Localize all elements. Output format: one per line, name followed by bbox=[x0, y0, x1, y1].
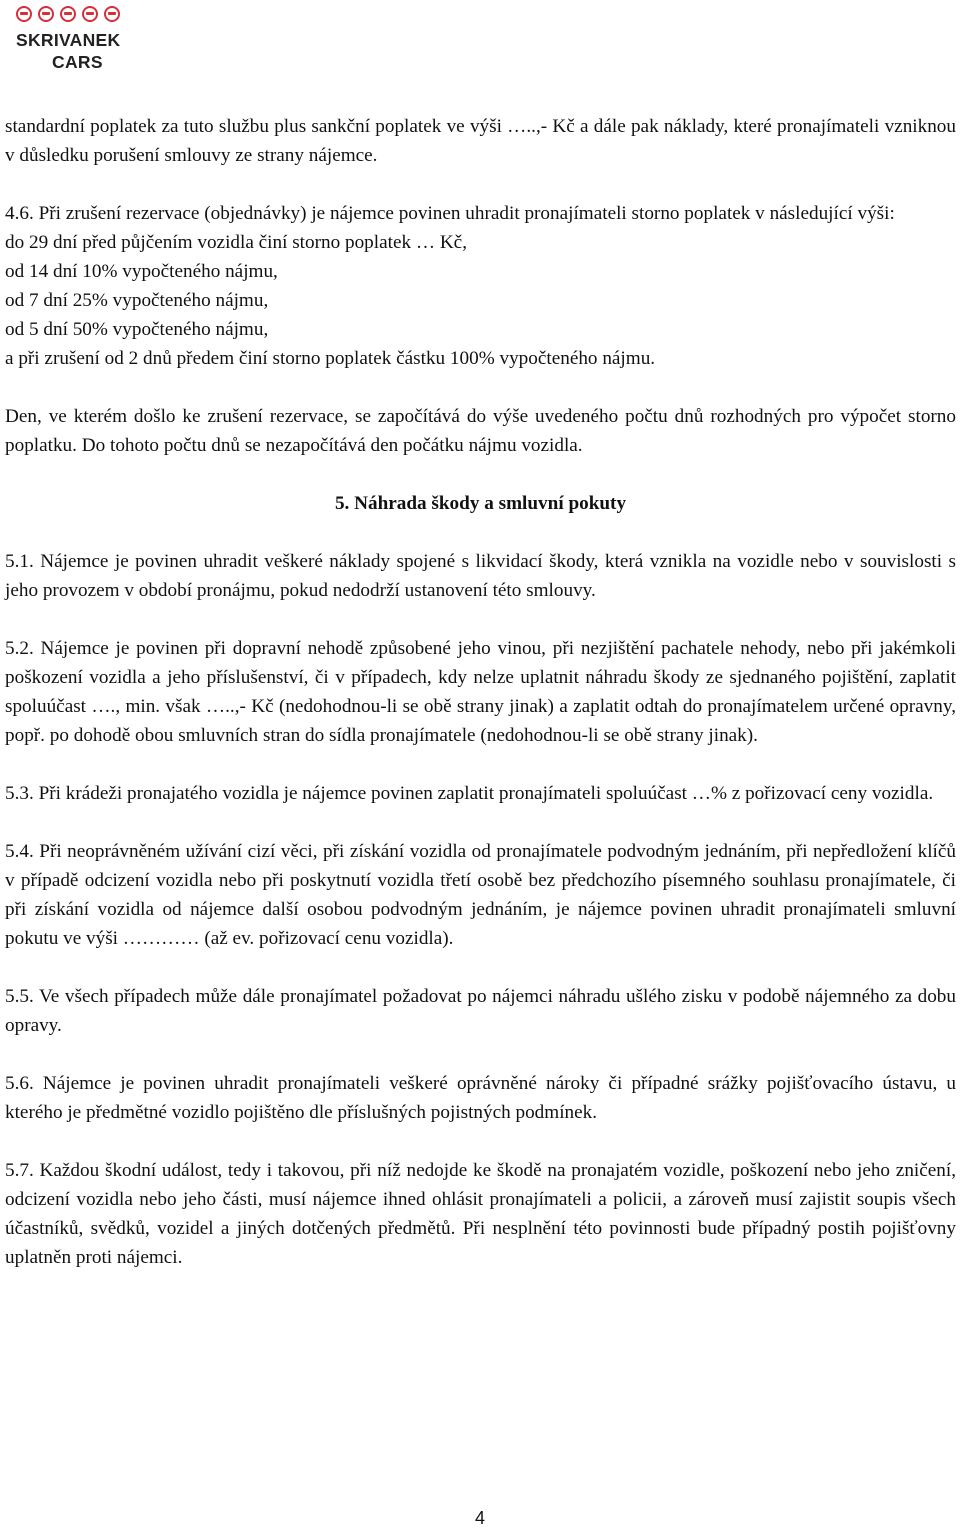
cancellation-fee-line-29-days: do 29 dní před půjčením vozidla činí storno poplatek … Kč, bbox=[5, 232, 467, 253]
paragraph-4-6-intro: 4.6. Při zrušení rezervace (objednávky) je nájemce povinen uhradit pronajímateli storno poplatek v následující výši: bbox=[5, 203, 895, 224]
logo-text-skrivanek: SKRIVANEK bbox=[16, 30, 121, 50]
cancellation-fee-line-5-days: od 5 dní 50% vypočteného nájmu, bbox=[5, 319, 269, 340]
paragraph-5-6: 5.6. Nájemce je povinen uhradit pronajímateli veškeré oprávněné nároky či případné srážky pojišťovacího ústavu, u kterého je předmětné vozidlo pojištěno dle příslušných pojistných podmínek. bbox=[5, 1073, 956, 1123]
paragraph-5-2: 5.2. Nájemce je povinen při dopravní nehodě způsobené jeho vinou, při nezjištění pachatele nehody, nebo při jakémkoli poškození vozidla a jeho příslušenství, či v případech, kdy nelze uplatnit náhradu škody ze sjednaného pojištění, zaplatit spoluúčast …., min. však …..,- Kč (nedohodnou-li se obě strany jinak) a zaplatit odtah do pronajímatelem určené opravny, popř. po dohodě obou smluvních stran do sídla pronajímatele (nedohodnou-li se obě strany jinak). bbox=[5, 638, 956, 746]
paragraph-continuation: standardní poplatek za tuto službu plus sankční poplatek ve výši …..,- Kč a dále pak náklady, které pronajímateli vzniknou v důsledku porušení smlouvy ze strany nájemce. bbox=[5, 116, 956, 166]
company-logo bbox=[12, 6, 152, 74]
paragraph-5-3: 5.3. Při krádeži pronajatého vozidla je nájemce povinen zaplatit pronajímateli spoluúčast …% z pořizovací ceny vozidla. bbox=[5, 783, 934, 804]
paragraph-5-1: 5.1. Nájemce je povinen uhradit veškeré náklady spojené s likvidací škody, která vznikla na vozidle nebo v souvislosti s jeho provozem v období pronájmu, pokud nedodrží ustanovení této smlouvy. bbox=[5, 551, 956, 601]
page-number: 4 bbox=[474, 1508, 485, 1528]
cancellation-fee-line-14-days: od 14 dní 10% vypočteného nájmu, bbox=[5, 261, 278, 282]
logo-wheel-icons bbox=[16, 6, 120, 22]
paragraph-5-5: 5.5. Ve všech případech může dále pronajímatel požadovat po nájemci náhradu ušlého zisku v podobě nájemného za dobu opravy. bbox=[5, 986, 956, 1036]
wheel-icon bbox=[82, 6, 98, 22]
wheel-icon bbox=[16, 6, 32, 22]
paragraph-5-4: 5.4. Při neoprávněném užívání cizí věci, při získání vozidla od pronajímatele podvodným jednáním, při nepředložení klíčů v případě odcizení vozidla nebo při poskytnutí vozidla třetí osobě bez předchozího písemného souhlasu pronajímatele, či při získání vozidla od nájemce další osobou podvodným jednáním, je nájemce povinen uhradit pronajímateli smluvní pokutu ve výši ………… (až ev. pořizovací cenu vozidla). bbox=[5, 841, 956, 949]
wheel-icon bbox=[60, 6, 76, 22]
logo-text-cars: CARS bbox=[52, 52, 103, 72]
cancellation-fee-line-2-days: a při zrušení od 2 dnů předem činí storno poplatek částku 100% vypočteného nájmu. bbox=[5, 348, 656, 369]
paragraph-5-7: 5.7. Každou škodní událost, tedy i takovou, při níž nedojde ke škodě na pronajatém vozidle, poškození nebo jeho zničení, odcizení vozidla nebo jeho části, musí nájemce ihned ohlásit pronajímateli a policii, a zároveň musí zajistit soupis všech účastníků, svědků, vozidel a jiných dotčených předmětů. Při nesplnění této povinnosti bude případný postih pojišťovny uplatněn proti nájemci. bbox=[5, 1160, 956, 1268]
document-body bbox=[5, 112, 956, 1272]
cancellation-fee-line-7-days: od 7 dní 25% vypočteného nájmu, bbox=[5, 290, 269, 311]
wheel-icon bbox=[104, 6, 120, 22]
section-5-heading: 5. Náhrada škody a smluvní pokuty bbox=[334, 493, 627, 514]
paragraph-4-6-day-count: Den, ve kterém došlo ke zrušení rezervace, se započítává do výše uvedeného počtu dnů rozhodných pro výpočet storno poplatku. Do tohoto počtu dnů se nezapočítává den počátku nájmu vozidla. bbox=[5, 406, 956, 456]
section-4-6 bbox=[5, 199, 956, 373]
wheel-icon bbox=[38, 6, 54, 22]
